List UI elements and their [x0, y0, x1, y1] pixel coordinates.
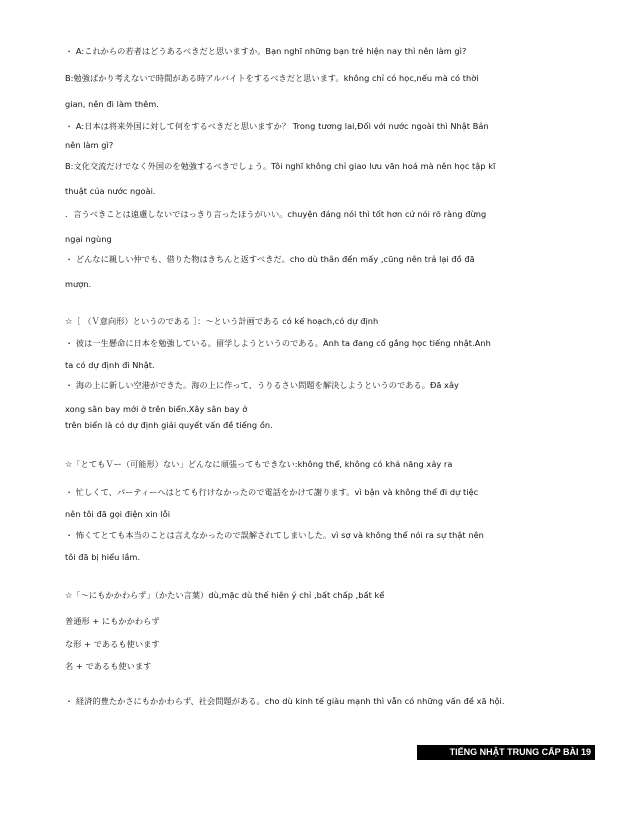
text-line: thuật của nước ngoài.: [65, 186, 156, 196]
text-line: xong sân bay mới ở trên biển.Xây sân bay ở: [65, 404, 248, 414]
text-line: 名 + であるも使います: [65, 661, 152, 671]
text-line: tôi đã bị hiểu lầm.: [65, 552, 141, 562]
text-line: gian, nên đi làm thêm.: [65, 99, 159, 109]
text-line: ・ どんなに親しい仲でも、借りた物はきちんと返すべきだ。cho dù thân đến mấy ,cũng nên trả lại đồ đã: [65, 254, 475, 264]
text-line: mượn.: [65, 279, 92, 289]
text-line: ・ A:日本は将来外国に対して何をするべきだと思いますか？ Trong tương lai,Đối với nước ngoài thì Nhật Bản: [65, 121, 489, 131]
text-line: ・ 彼は一生懸命に日本を勉強している。留学しようというのである。Anh ta đang cố gắng học tiếng nhật.Anh: [65, 338, 491, 348]
section-heading: ☆［ （Ｖ意向形）というのである ］：～という計画である có kế hoạch,có dự định: [65, 316, 379, 326]
text-line: nên làm gì?: [65, 140, 114, 150]
text-line: B:勉強ばかり考えないで時間がある時アルバイトをするべきだと思います。không chỉ có học,nếu mà có thời: [65, 73, 479, 83]
text-line: ta có dự định đi Nhật.: [65, 360, 155, 370]
text-line: ・ 怖くてとても本当のことは言えなかったので誤解されてしまいした。vì sợ và không thể nói ra sự thật nên: [65, 530, 484, 540]
text-line: B:文化交流だけでなく外国のを勉強するべきでしょう。Tôi nghĩ không chỉ giao lưu văn hoá mà nên học tập kĩ: [65, 161, 496, 171]
text-line: な形 + であるも使います: [65, 639, 160, 649]
section-heading: ☆「～にもかかわらず」（かたい言葉）dù,mặc dù thế hiên ý chỉ ,bất chấp ,bất kể: [65, 590, 385, 600]
text-line: ．言うべきことは遠慮しないではっきり言ったほうがいい。chuyện đáng nói thì tốt hơn cứ nói rõ ràng đừng: [65, 209, 487, 219]
text-line: ・ 海の上に新しい空港ができた。海の上に作って、うりるさい問題を解決しようというのである。Đã xây: [65, 380, 459, 390]
text-line: nên tôi đã gọi điện xin lỗi: [65, 509, 171, 519]
text-line: ngại ngùng: [65, 234, 112, 244]
footer-title: TIẾNG NHẬT TRUNG CẤP BÀI 19: [417, 745, 595, 760]
text-line: ・ A:これからの若者はどうあるべきだと思いますか。Bạn nghĩ những bạn trẻ hiện nay thì nên làm gì?: [65, 46, 467, 56]
text-line: ・ 忙しくて、パーティーへはとても行けなかったので電話をかけて謝ります。vì bận và không thể đi dự tiệc: [65, 487, 479, 497]
text-line: 普通形 + にもかかわらず: [65, 616, 160, 626]
text-line: ・ 経済的豊たかさにもかかわらず、社会問題がある。cho dù kinh tế giàu mạnh thì vẫn có những vấn đề xã hội.: [65, 696, 505, 706]
text-line: trên biển là có dự định giải quyết vấn đề tiếng ồn.: [65, 420, 273, 430]
section-heading: ☆「とてもＶー（可能形）ない」どんなに頑張ってもできない:không thể, không có khả năng xảy ra: [65, 459, 453, 469]
